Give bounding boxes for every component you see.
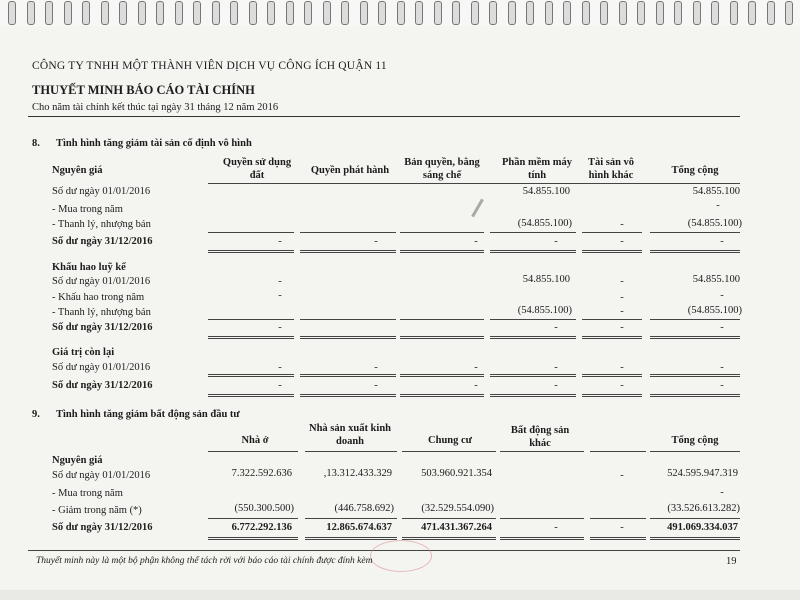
binder-ring [249,1,257,25]
cell-dash: - [620,380,624,391]
cell-value: (32.529.554.090) [421,503,494,514]
rule [402,451,496,452]
double-rule [208,537,298,540]
cell-dash: - [720,290,724,301]
binder-ring [489,1,497,25]
binder-ring [415,1,423,25]
row-label: Số dư ngày 01/01/2016 [52,276,151,287]
row-label-total: Số dư ngày 31/12/2016 [52,236,153,247]
cell-dash: - [374,362,378,373]
binder-ring [767,1,775,25]
col-header-chung-cu: Chung cư [428,435,472,446]
binder-ring [156,1,164,25]
page-number: 19 [726,556,737,567]
cell-value: 7.322.592.636 [231,468,292,479]
rule [305,518,397,519]
rule [300,319,396,320]
col-header-nha-o: Nhà ở [241,435,269,446]
group-label: Nguyên giá [52,455,103,466]
col-header-phan-mem: Phần mềm máy tính [502,157,572,181]
cell-dash: - [620,470,624,481]
rule [500,451,584,452]
double-rule [582,336,642,339]
cell-dash: - [720,362,724,373]
binder-ring [360,1,368,25]
binder-ring [341,1,349,25]
row-label: Số dư ngày 01/01/2016 [52,470,151,481]
cell-value: (446.758.692) [334,503,394,514]
double-rule [650,336,740,339]
cell-dash: - [278,236,282,247]
rule [305,451,397,452]
cell-dash: - [720,322,724,333]
cell-value: (54.855.100) [517,218,572,229]
double-rule [208,336,294,339]
cell-dash: - [554,322,558,333]
cell-dash: - [374,380,378,391]
col-header-quyen-su-dung-dat: Quyền sử dụng đất [222,157,292,181]
rule [650,451,740,452]
cell-dash: - [474,236,478,247]
rule [590,451,646,452]
rule [650,319,740,320]
rule [582,319,642,320]
double-rule [490,250,576,253]
binder-ring [45,1,53,25]
binder-ring [101,1,109,25]
cell-value: 54.855.100 [692,186,740,197]
cell-dash: - [720,487,724,498]
binder-ring [785,1,793,25]
cell-dash: - [554,362,558,373]
rule [582,232,642,233]
cell-value: ,13.312.433.329 [323,468,392,479]
company-name: CÔNG TY TNHH MỘT THÀNH VIÊN DỊCH VỤ CÔNG ÍCH QUẬN 11 [32,60,387,72]
group-label: Giá trị còn lại [52,347,115,358]
row-label: - Mua trong năm [52,488,123,499]
cell-value: (550.300.500) [234,503,294,514]
col-header-tong-cong: Tổng cộng [671,435,719,446]
binder-ring [582,1,590,25]
rule [208,232,294,233]
double-rule [650,394,740,397]
cell-dash: - [720,236,724,247]
cell-value: 54.855.100 [522,274,570,285]
cell-dash: - [278,362,282,373]
cell-dash: - [278,322,282,333]
cell-dash: - [620,276,624,287]
binder-ring [286,1,294,25]
col-header-bat-dong-san-khac: Bất động sản khác [510,425,570,449]
reporting-period: Cho năm tài chính kết thúc tại ngày 31 tháng 12 năm 2016 [32,102,279,113]
binder-ring [8,1,16,25]
section-title: Tình hình tăng giảm tài sản cố định vô hình [56,138,252,149]
cell-value-total: 6.772.292.136 [231,522,292,533]
cell-dash: - [620,522,624,533]
rule [208,518,298,519]
section-title: Tình hình tăng giảm bất động sản đầu tư [56,409,240,420]
cell-dash: - [474,362,478,373]
binder-ring [674,1,682,25]
rule [650,518,740,519]
footer-note: Thuyết minh này là một bộ phận không thể tách rời với báo cáo tài chính được đính kèm [36,556,373,566]
cell-dash: - [554,522,558,533]
double-rule [400,250,484,253]
cell-value-total: 471.431.367.264 [421,522,492,533]
red-stamp [370,540,432,572]
col-header-tai-san-khac: Tài sản vô hình khác [587,157,635,181]
binder-ring [748,1,756,25]
cell-dash: - [620,219,624,230]
rule [490,232,576,233]
double-rule [650,250,740,253]
binder-ring [434,1,442,25]
double-rule [400,336,484,339]
binder-ring [82,1,90,25]
rule [650,232,740,233]
header-underline [208,183,740,184]
binder-ring [212,1,220,25]
double-rule [582,394,642,397]
cell-dash: - [278,380,282,391]
double-rule [650,374,740,377]
col-header-nguyen-gia: Nguyên giá [52,165,103,176]
double-rule [300,374,396,377]
row-label: - Thanh lý, nhượng bán [52,219,151,230]
binder-ring [711,1,719,25]
cell-value: 54.855.100 [522,186,570,197]
cell-dash: - [620,236,624,247]
cell-value: 524.595.947.319 [667,468,738,479]
binder-ring [323,1,331,25]
double-rule [582,374,642,377]
binder-ring [175,1,183,25]
rule [400,319,484,320]
page-edge [0,590,800,600]
section-9-heading [32,409,240,420]
double-rule [500,537,584,540]
double-rule [208,250,294,253]
rule [300,232,396,233]
binder-ring [378,1,386,25]
double-rule [400,394,484,397]
rule [208,451,298,452]
cell-dash: - [554,380,558,391]
cell-dash: - [278,290,282,301]
rule [402,518,496,519]
binder-ring [730,1,738,25]
double-rule [208,394,294,397]
binder-rings [0,0,800,26]
binder-ring [119,1,127,25]
cell-value: (54.855.100) [687,218,742,229]
double-rule [300,250,396,253]
double-rule [590,537,646,540]
cell-value: (54.855.100) [687,305,742,316]
group-label: Khấu hao luỹ kế [52,262,126,273]
double-rule [208,374,294,377]
col-header-tong-cong: Tổng cộng [671,165,719,176]
cell-dash: - [720,380,724,391]
row-label: - Mua trong năm [52,204,123,215]
binder-ring [230,1,238,25]
binder-ring [508,1,516,25]
binder-ring [304,1,312,25]
rule [500,518,584,519]
cell-dash: - [278,276,282,287]
col-header-ban-quyen: Bản quyền, bằng sáng chế [404,157,480,181]
double-rule [490,394,576,397]
binder-ring [267,1,275,25]
double-rule [305,537,397,540]
rule [400,232,484,233]
double-rule [490,374,576,377]
cell-dash: - [620,362,624,373]
double-rule [582,250,642,253]
cell-dash: - [554,236,558,247]
row-label-total: Số dư ngày 31/12/2016 [52,380,153,391]
cell-dash: - [374,236,378,247]
binder-ring [637,1,645,25]
cell-value-total: 491.069.334.037 [667,522,738,533]
section-number: 9. [32,409,40,420]
cell-value: (33.526.613.282) [667,503,740,514]
double-rule [490,336,576,339]
binder-ring [193,1,201,25]
row-label: - Khấu hao trong năm [52,292,145,303]
double-rule [400,374,484,377]
binder-ring [545,1,553,25]
col-header-nha-san-xuat: Nhà sản xuất kinh doanh [309,423,391,447]
cell-dash: - [620,306,624,317]
rule [590,518,646,519]
row-label: Số dư ngày 01/01/2016 [52,362,151,373]
row-label: - Thanh lý, nhượng bán [52,307,151,318]
double-rule [402,537,496,540]
binder-ring [138,1,146,25]
rule [208,319,294,320]
binder-ring [619,1,627,25]
cell-value: 54.855.100 [692,274,740,285]
cell-value: (54.855.100) [517,305,572,316]
cell-value: 503.960.921.354 [421,468,492,479]
binder-ring [452,1,460,25]
binder-ring [471,1,479,25]
document-title: THUYẾT MINH BÁO CÁO TÀI CHÍNH [32,83,255,97]
binder-ring [27,1,35,25]
binder-ring [693,1,701,25]
section-number: 8. [32,138,40,149]
cell-dash: - [620,322,624,333]
binder-ring [64,1,72,25]
rule [490,319,576,320]
cell-dash: - [474,380,478,391]
binder-ring [526,1,534,25]
row-label: - Giảm trong năm (*) [52,505,142,516]
cell-dash: - [620,292,624,303]
header-rule [28,116,740,117]
row-label: Số dư ngày 01/01/2016 [52,186,151,197]
row-label-total: Số dư ngày 31/12/2016 [52,522,153,533]
col-header-quyen-phat-hanh: Quyền phát hành [310,165,390,176]
double-rule [300,394,396,397]
pen-mark [471,199,484,218]
double-rule [650,537,740,540]
binder-ring [563,1,571,25]
binder-ring [600,1,608,25]
cell-dash: - [716,200,720,211]
binder-ring [397,1,405,25]
row-label-total: Số dư ngày 31/12/2016 [52,322,153,333]
section-8-heading [32,138,252,149]
double-rule [300,336,396,339]
binder-ring [656,1,664,25]
cell-value-total: 12.865.674.637 [326,522,392,533]
